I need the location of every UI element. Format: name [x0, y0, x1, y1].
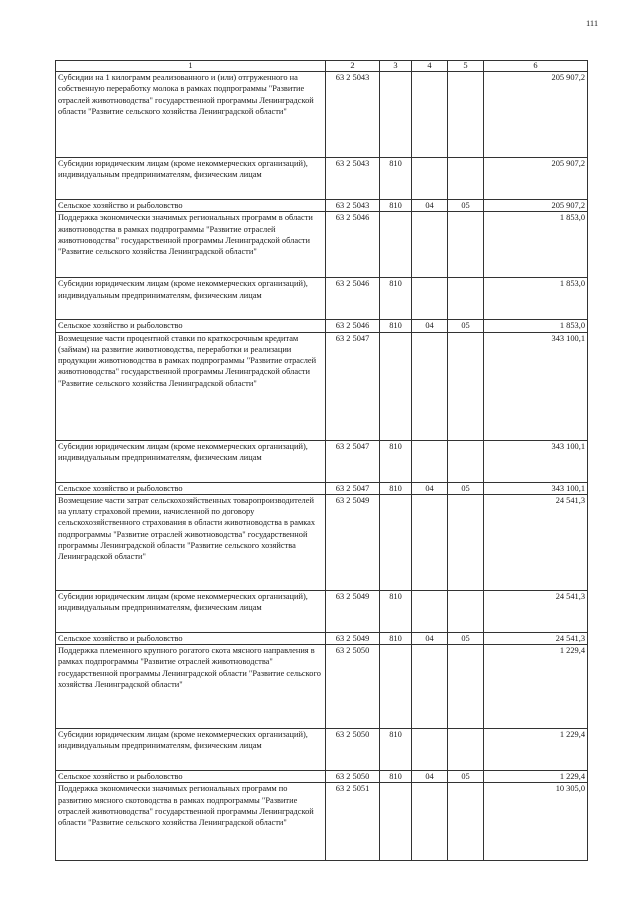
expense-type-cell: [380, 332, 412, 440]
table-row: [56, 278, 588, 320]
column-header: 5: [448, 61, 484, 72]
row-name-cell: Сельское хозяйство и рыболовство: [56, 632, 326, 644]
table-row: [56, 729, 588, 771]
table-row: [56, 632, 588, 644]
column-header: 2: [326, 61, 380, 72]
expense-type-cell: [380, 212, 412, 278]
target-code-cell: 63 2 5049: [326, 632, 380, 644]
row-name-cell: Субсидии юридическим лицам (кроме некоммерческих организаций), индивидуальным предпринимателям, физическим лицам: [56, 729, 326, 771]
subsection-cell: 05: [448, 482, 484, 494]
subsection-cell: [448, 72, 484, 158]
subsection-cell: [448, 332, 484, 440]
target-code-cell: 63 2 5046: [326, 278, 380, 320]
subsection-cell: [448, 494, 484, 590]
row-name-cell: Субсидии юридическим лицам (кроме некоммерческих организаций), индивидуальным предпринимателям, физическим лицам: [56, 590, 326, 632]
row-name-cell: Поддержка экономически значимых региональных программ по развитию мясного скотоводства в рамках подпрограммы "Развитие отраслей животноводства" государственной программы Ленинградской области "Развитие сельского хозяйства Ленинградской области": [56, 783, 326, 861]
subsection-cell: [448, 158, 484, 200]
expense-type-cell: [380, 783, 412, 861]
section-cell: 04: [412, 320, 448, 332]
subsection-cell: 05: [448, 320, 484, 332]
row-name-cell: Сельское хозяйство и рыболовство: [56, 200, 326, 212]
target-code-cell: 63 2 5047: [326, 440, 380, 482]
section-cell: [412, 645, 448, 729]
amount-cell: 343 100,1: [484, 332, 588, 440]
target-code-cell: 63 2 5047: [326, 482, 380, 494]
amount-cell: 1 229,4: [484, 771, 588, 783]
row-name-cell: Сельское хозяйство и рыболовство: [56, 771, 326, 783]
table-row: [56, 72, 588, 158]
row-name-cell: Сельское хозяйство и рыболовство: [56, 320, 326, 332]
table-row: [56, 783, 588, 861]
subsection-cell: [448, 278, 484, 320]
table-row: [56, 494, 588, 590]
amount-cell: 1 853,0: [484, 212, 588, 278]
subsection-cell: [448, 729, 484, 771]
section-cell: 04: [412, 200, 448, 212]
page-number: 111: [586, 18, 599, 28]
section-cell: [412, 590, 448, 632]
target-code-cell: 63 2 5050: [326, 729, 380, 771]
amount-cell: 24 541,3: [484, 494, 588, 590]
section-cell: 04: [412, 771, 448, 783]
section-cell: [412, 332, 448, 440]
expense-type-cell: 810: [380, 590, 412, 632]
amount-cell: 205 907,2: [484, 158, 588, 200]
row-name-cell: Сельское хозяйство и рыболовство: [56, 482, 326, 494]
subsection-cell: [448, 590, 484, 632]
amount-cell: 1 853,0: [484, 278, 588, 320]
expense-type-cell: 810: [380, 771, 412, 783]
amount-cell: 205 907,2: [484, 200, 588, 212]
table-row: [56, 320, 588, 332]
expense-type-cell: 810: [380, 278, 412, 320]
table-row: [56, 590, 588, 632]
budget-table: [55, 60, 588, 861]
expense-type-cell: 810: [380, 320, 412, 332]
expense-type-cell: 810: [380, 200, 412, 212]
amount-cell: 10 305,0: [484, 783, 588, 861]
target-code-cell: 63 2 5043: [326, 200, 380, 212]
table-row: [56, 482, 588, 494]
amount-cell: 24 541,3: [484, 632, 588, 644]
row-name-cell: Поддержка племенного крупного рогатого скота мясного направления в рамках подпрограммы "Развитие отраслей животноводства" государственной программы Ленинградской области "Развитие сельского хозяйства Ленинградской области": [56, 645, 326, 729]
section-cell: [412, 158, 448, 200]
expense-type-cell: 810: [380, 632, 412, 644]
target-code-cell: 63 2 5050: [326, 771, 380, 783]
row-name-cell: Субсидии юридическим лицам (кроме некоммерческих организаций), индивидуальным предпринимателям, физическим лицам: [56, 440, 326, 482]
expense-type-cell: 810: [380, 729, 412, 771]
amount-cell: 205 907,2: [484, 72, 588, 158]
table-row: [56, 771, 588, 783]
table-body: [56, 72, 588, 861]
target-code-cell: 63 2 5051: [326, 783, 380, 861]
expense-type-cell: [380, 645, 412, 729]
target-code-cell: 63 2 5049: [326, 590, 380, 632]
row-name-cell: Возмещение части процентной ставки по краткосрочным кредитам (займам) на развитие животноводства, переработки и реализации продукции животноводства в рамках подпрограммы "Развитие отраслей животноводства" государственной программы Ленинградской области "Развитие сельского хозяйства Ленинградской области": [56, 332, 326, 440]
table-row: [56, 200, 588, 212]
subsection-cell: [448, 645, 484, 729]
subsection-cell: [448, 440, 484, 482]
amount-cell: 24 541,3: [484, 590, 588, 632]
row-name-cell: Субсидии юридическим лицам (кроме некоммерческих организаций), индивидуальным предпринимателям, физическим лицам: [56, 158, 326, 200]
row-name-cell: Поддержка экономически значимых региональных программ в области животноводства в рамках подпрограммы "Развитие отраслей животноводства" государственной программы Ленинградской области "Развитие сельского хозяйства Ленинградской области": [56, 212, 326, 278]
column-header: 6: [484, 61, 588, 72]
column-header: 3: [380, 61, 412, 72]
expense-type-cell: 810: [380, 482, 412, 494]
amount-cell: 1 229,4: [484, 645, 588, 729]
amount-cell: 1 853,0: [484, 320, 588, 332]
expense-type-cell: [380, 494, 412, 590]
target-code-cell: 63 2 5043: [326, 72, 380, 158]
amount-cell: 343 100,1: [484, 482, 588, 494]
expense-type-cell: 810: [380, 440, 412, 482]
amount-cell: 1 229,4: [484, 729, 588, 771]
table-row: [56, 645, 588, 729]
subsection-cell: 05: [448, 771, 484, 783]
table-row: [56, 332, 588, 440]
expense-type-cell: [380, 72, 412, 158]
subsection-cell: 05: [448, 632, 484, 644]
table-row: [56, 440, 588, 482]
section-cell: [412, 494, 448, 590]
row-name-cell: Субсидии юридическим лицам (кроме некоммерческих организаций), индивидуальным предпринимателям, физическим лицам: [56, 278, 326, 320]
row-name-cell: Субсидии на 1 килограмм реализованного и (или) отгруженного на собственную переработку молока в рамках подпрограммы "Развитие отраслей животноводства" государственной программы Ленинградской области "Развитие сельского хозяйства Ленинградской области": [56, 72, 326, 158]
expense-type-cell: 810: [380, 158, 412, 200]
target-code-cell: 63 2 5046: [326, 320, 380, 332]
table-row: [56, 158, 588, 200]
subsection-cell: 05: [448, 200, 484, 212]
section-cell: [412, 278, 448, 320]
row-name-cell: Возмещение части затрат сельскохозяйственных товаропроизводителей на уплату страховой премии, начисленной по договору сельскохозяйственного страхования в области животноводства в рамках подпрограммы "Развитие отраслей животноводства" государственной программы Ленинградской области "Развитие сельского хозяйства Ленинградской области": [56, 494, 326, 590]
section-cell: [412, 440, 448, 482]
target-code-cell: 63 2 5050: [326, 645, 380, 729]
section-cell: [412, 729, 448, 771]
subsection-cell: [448, 212, 484, 278]
section-cell: 04: [412, 482, 448, 494]
target-code-cell: 63 2 5046: [326, 212, 380, 278]
section-cell: 04: [412, 632, 448, 644]
amount-cell: 343 100,1: [484, 440, 588, 482]
table-row: [56, 212, 588, 278]
section-cell: [412, 212, 448, 278]
section-cell: [412, 72, 448, 158]
column-header: 4: [412, 61, 448, 72]
target-code-cell: 63 2 5049: [326, 494, 380, 590]
subsection-cell: [448, 783, 484, 861]
table-header-row: [56, 61, 588, 72]
target-code-cell: 63 2 5047: [326, 332, 380, 440]
section-cell: [412, 783, 448, 861]
column-header: 1: [56, 61, 326, 72]
target-code-cell: 63 2 5043: [326, 158, 380, 200]
